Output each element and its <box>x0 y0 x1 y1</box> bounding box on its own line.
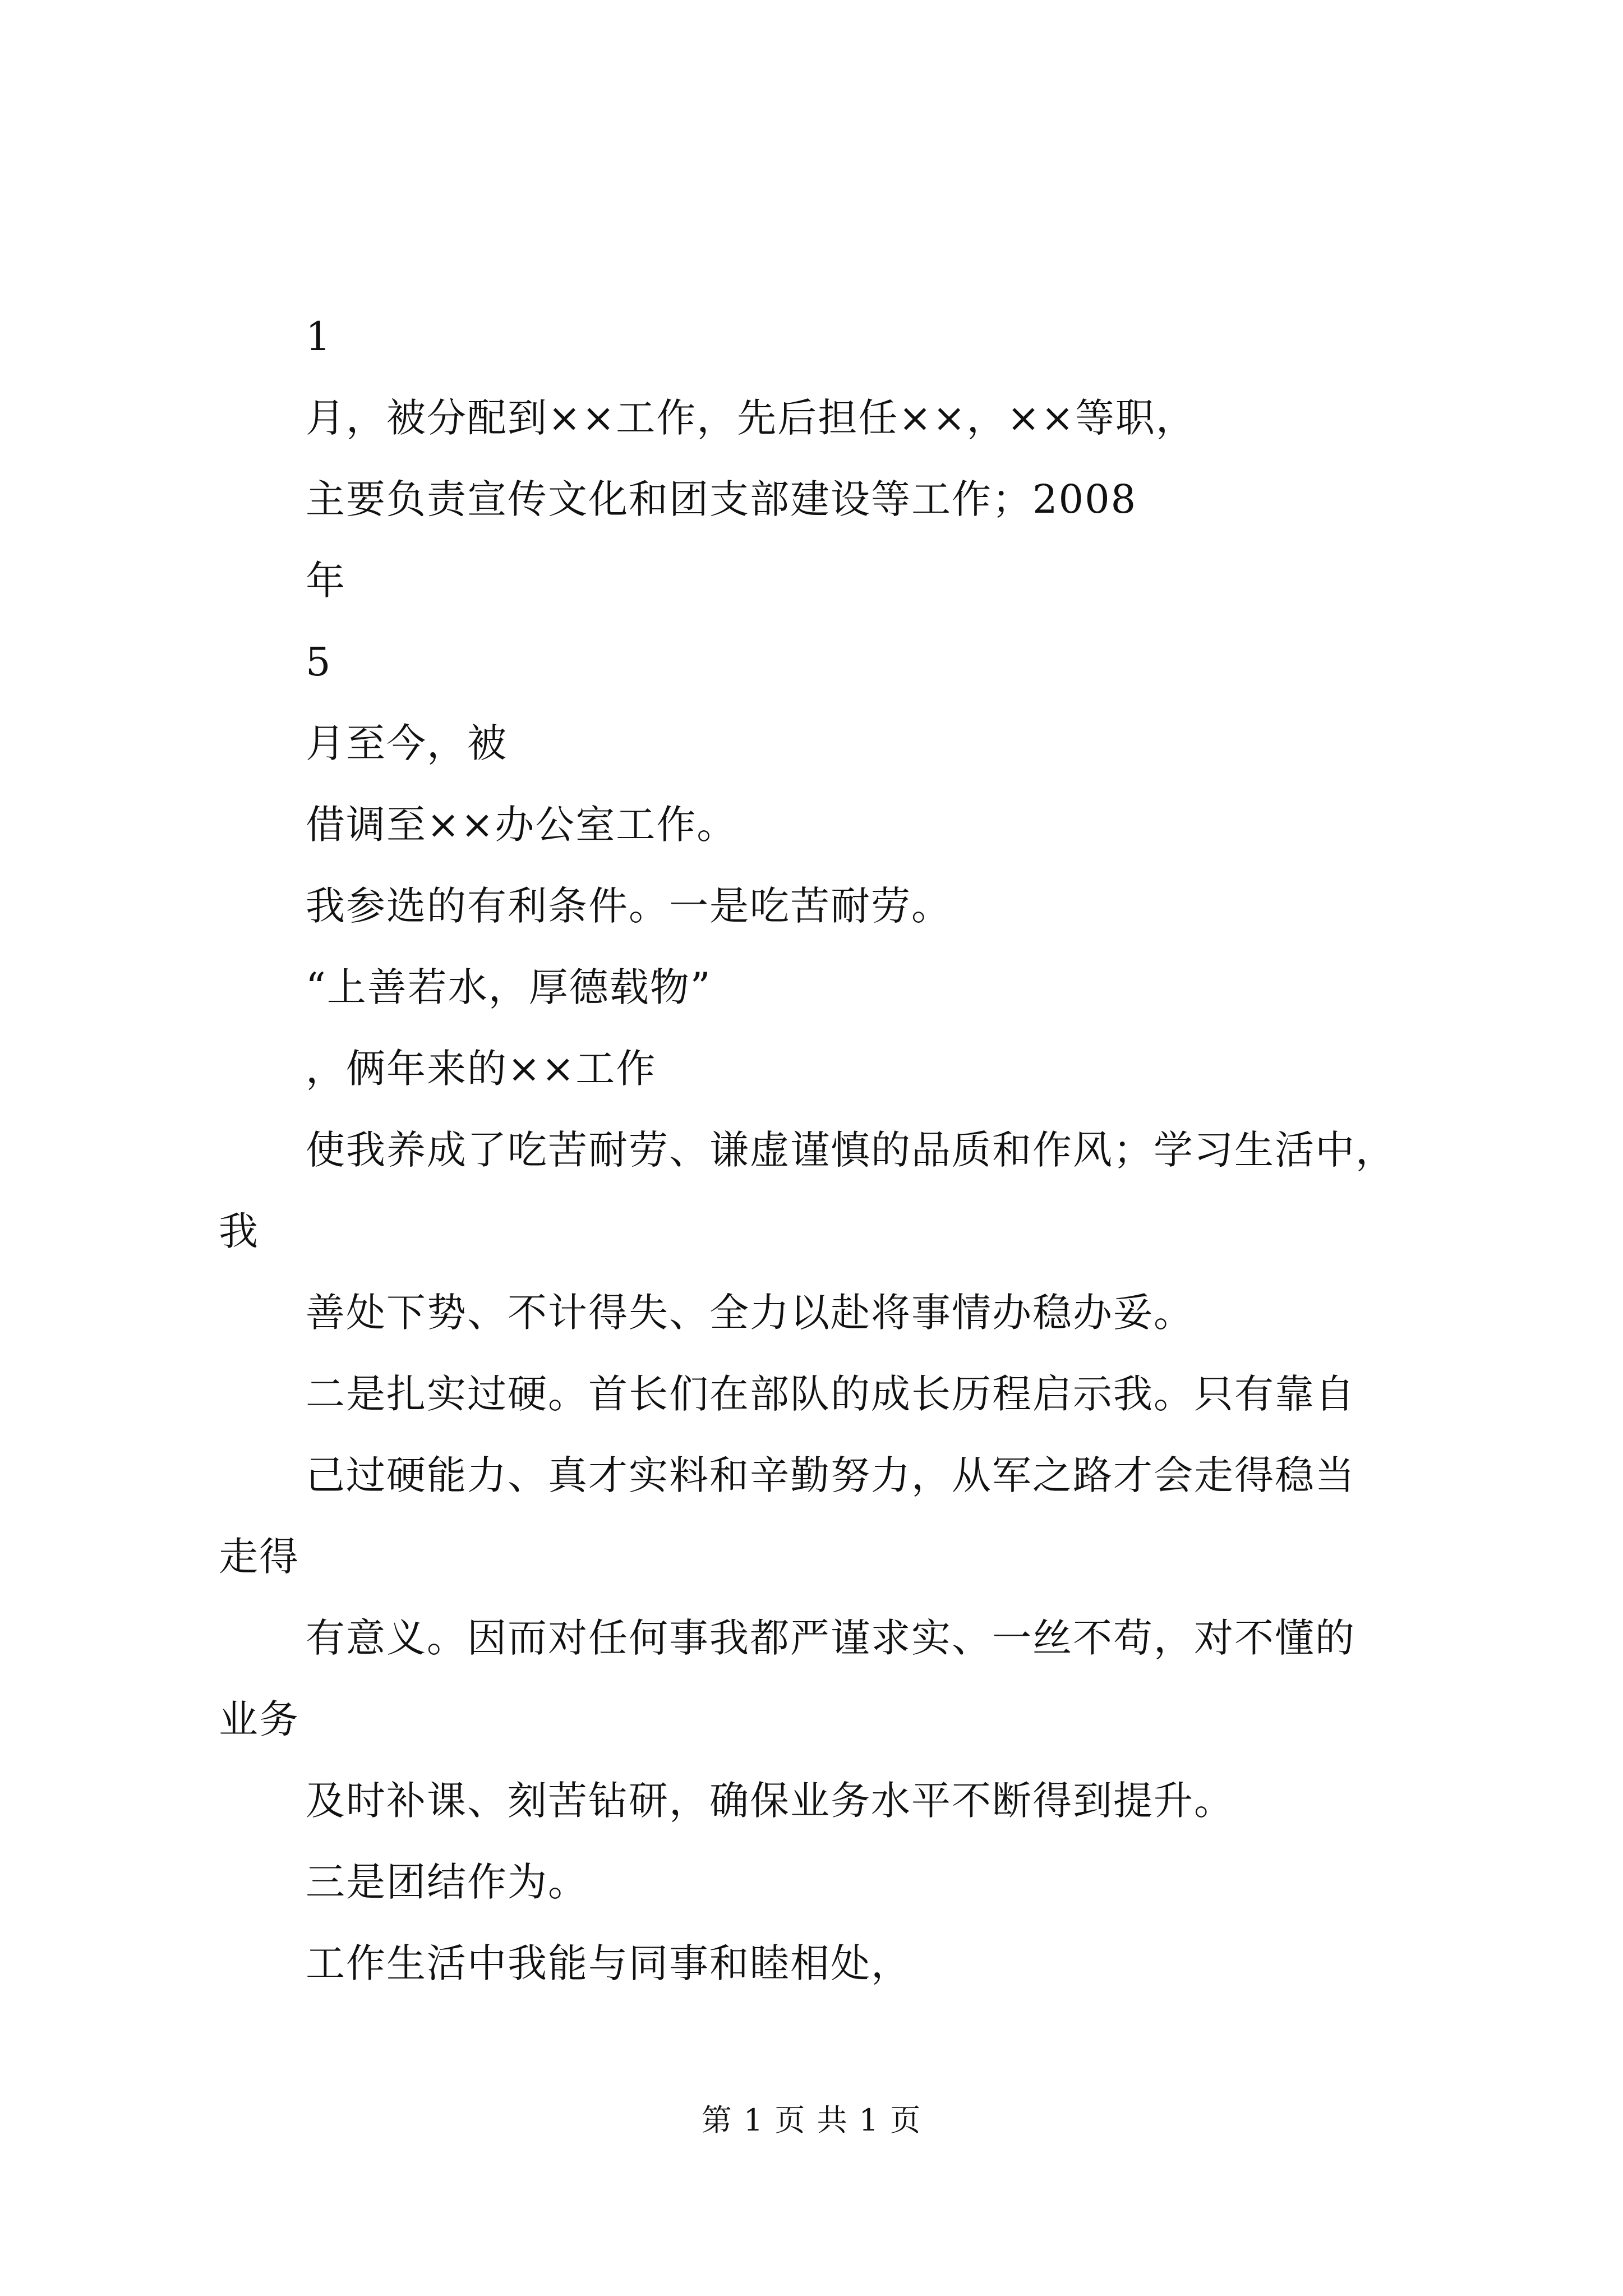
text-line: 走得 <box>219 1534 299 1580</box>
text-line: 我 <box>219 1208 259 1254</box>
text-line: 业务 <box>219 1696 299 1742</box>
text-line: 善处下势、不计得失、全力以赴将事情办稳办妥。 <box>306 1290 1194 1336</box>
text-line: 年 <box>306 558 346 604</box>
text-line: 有意义。因而对任何事我都严谨求实、一丝不苟，对不懂的 <box>306 1615 1355 1661</box>
text-line: 借调至××办公室工作。 <box>306 802 737 848</box>
text-line: 月，被分配到××工作，先后担任××，××等职， <box>306 395 1196 441</box>
text-line: 我参选的有利条件。一是吃苦耐劳。 <box>306 883 952 929</box>
text-line: ，俩年来的××工作 <box>306 1046 657 1092</box>
text-line: 主要负责宣传文化和团支部建设等工作；2008 <box>306 476 1137 522</box>
page-footer: 第 1 页 共 1 页 <box>701 2102 922 2138</box>
text-line: 1 <box>306 314 332 360</box>
text-line: 5 <box>306 639 332 685</box>
text-line: 二是扎实过硬。首长们在部队的成长历程启示我。只有靠自 <box>306 1371 1355 1417</box>
text-line: 及时补课、刻苦钻研，确保业务水平不断得到提升。 <box>306 1778 1234 1824</box>
text-line: 己过硬能力、真才实料和辛勤努力，从军之路才会走得稳当 <box>306 1452 1355 1498</box>
text-line: 工作生活中我能与同事和睦相处， <box>306 1940 911 1986</box>
text-line: 三是团结作为。 <box>306 1859 588 1905</box>
text-line: “上善若水，厚德载物” <box>306 964 712 1010</box>
text-line: 使我养成了吃苦耐劳、谦虚谨慎的品质和作风；学习生活中， <box>306 1127 1396 1173</box>
text-line: 月至今，被 <box>306 720 508 766</box>
